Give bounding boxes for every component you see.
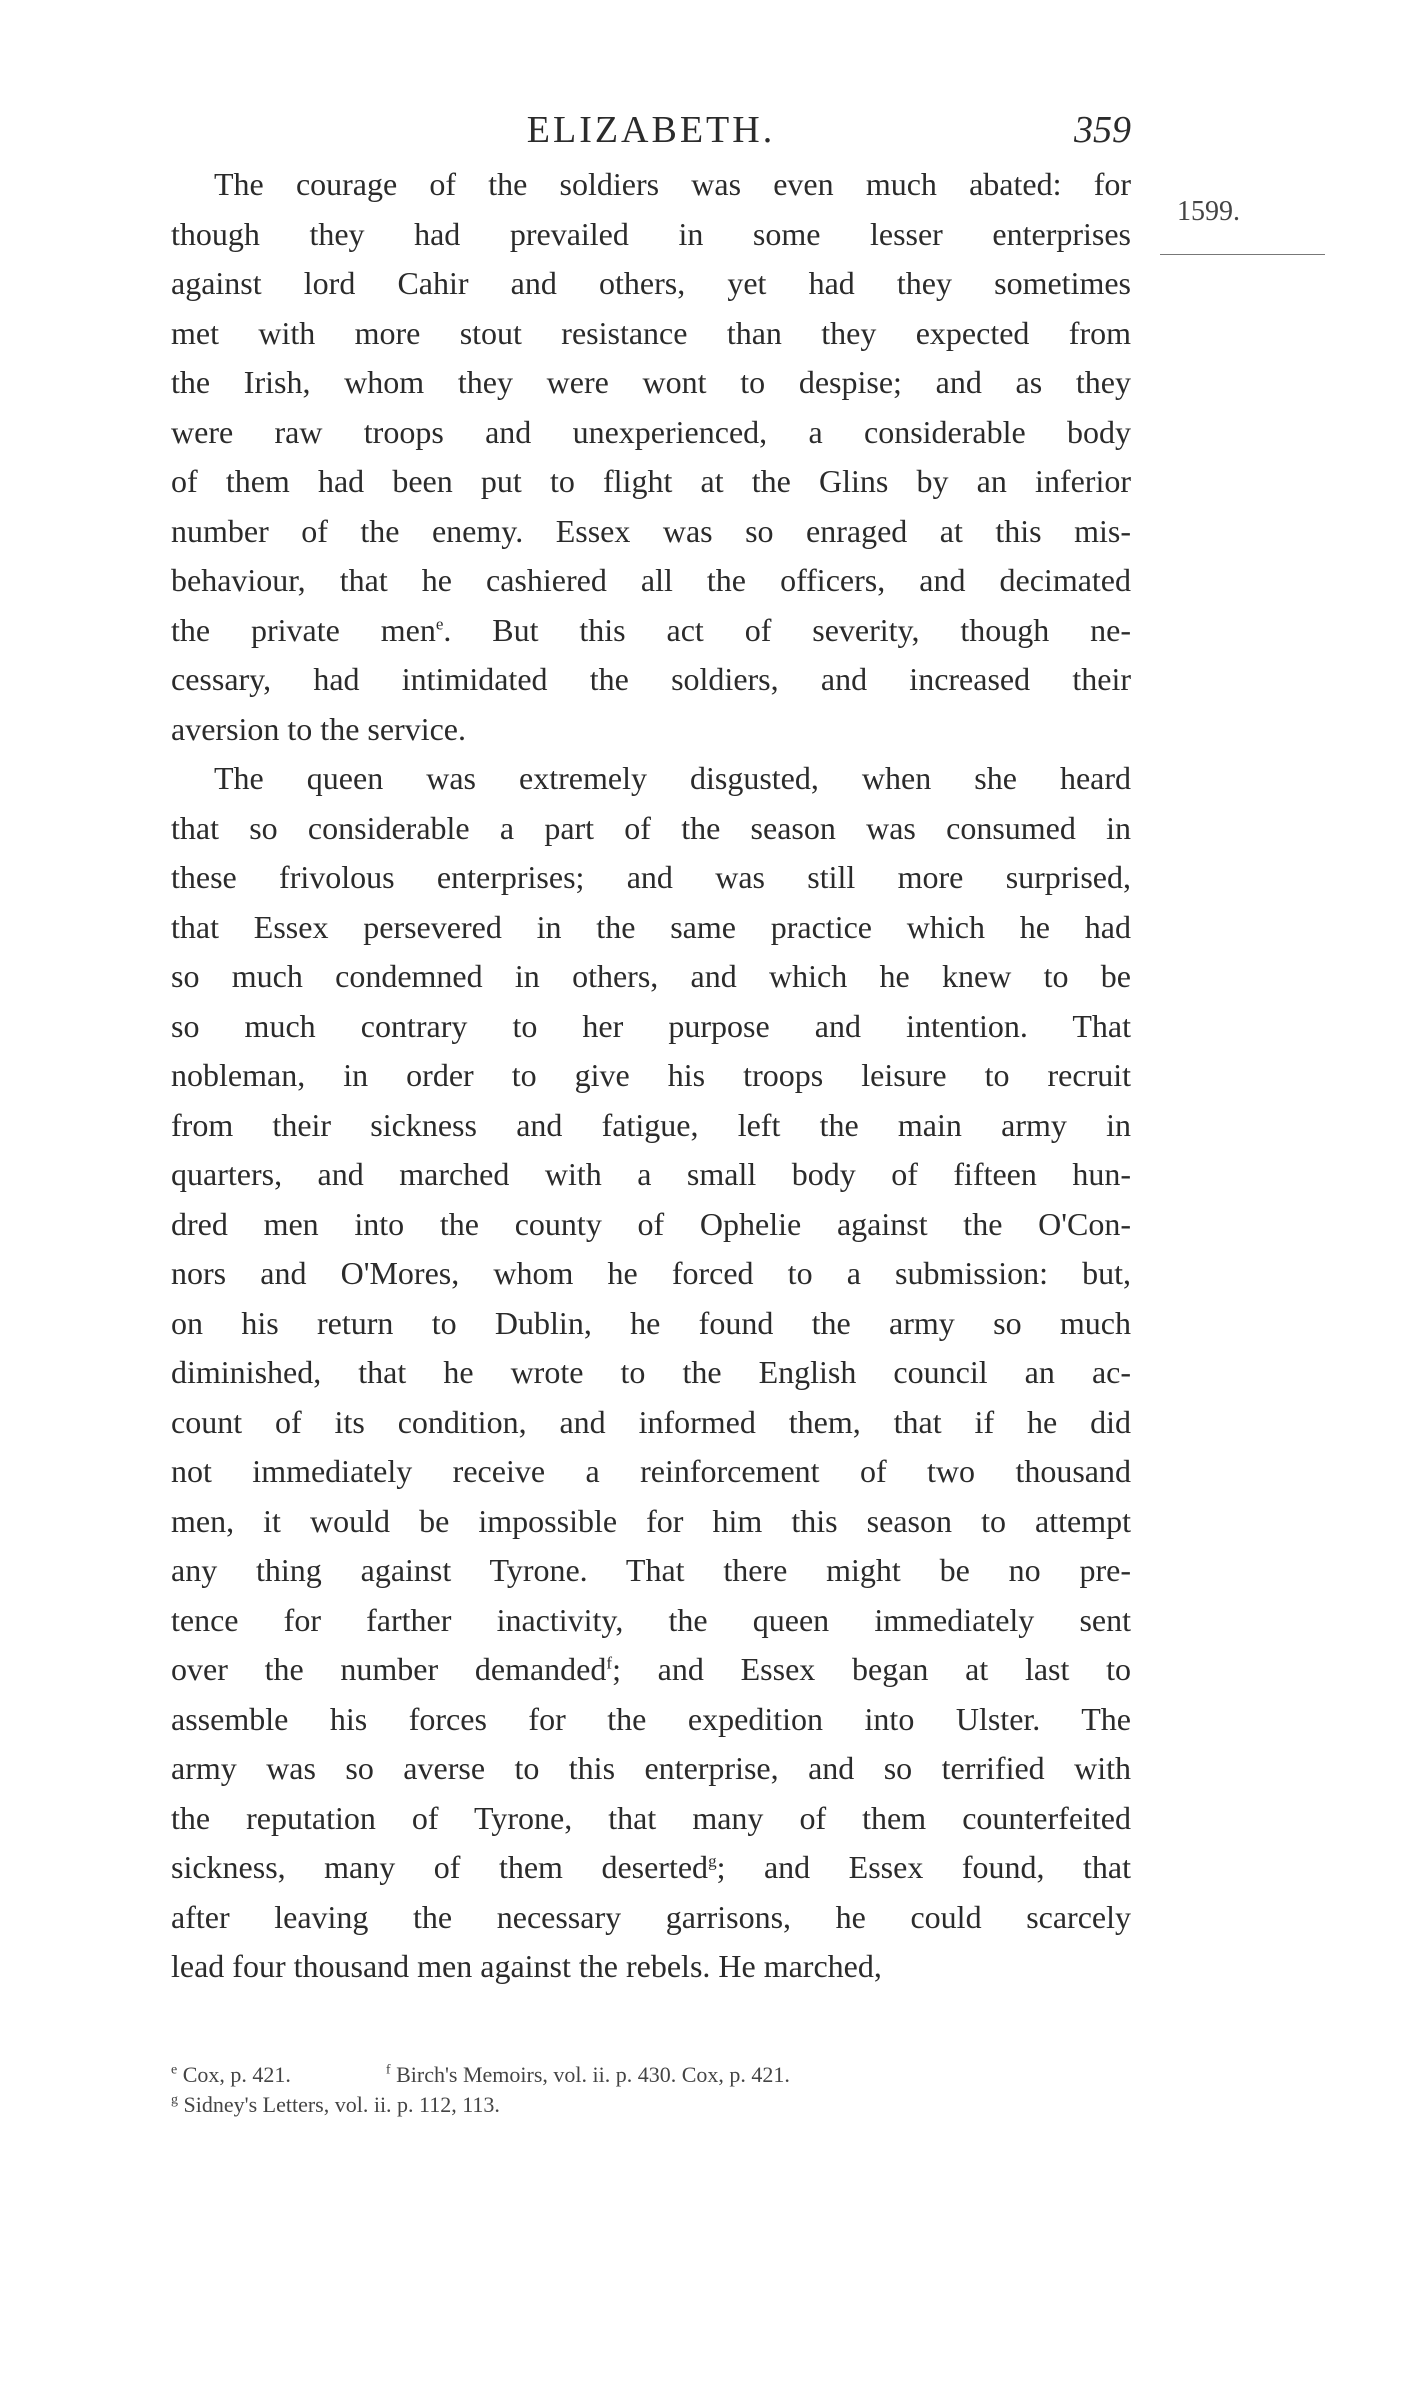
text-line bbox=[171, 853, 1131, 903]
line-segment: ; and Essex found, that bbox=[716, 1849, 1132, 1885]
text-line bbox=[171, 556, 1131, 606]
text-line bbox=[171, 1051, 1131, 1101]
line-segment: after leaving the necessary garrisons, he could scarcely bbox=[171, 1898, 1131, 1935]
text-line bbox=[171, 1150, 1131, 1200]
text-line bbox=[171, 903, 1131, 953]
text-line bbox=[171, 1893, 1131, 1943]
text-line bbox=[171, 1249, 1131, 1299]
line-segment: cessary, had intimidated the soldiers, and increased their bbox=[171, 661, 1131, 697]
running-header bbox=[171, 108, 1131, 168]
line-segment: The queen was extremely disgusted, when she heard bbox=[214, 760, 1131, 796]
text-line bbox=[171, 754, 1131, 804]
footnote-row bbox=[171, 2090, 1131, 2120]
text-line bbox=[171, 1942, 1131, 1992]
line-segment: any thing against Tyrone. That there might be no pre- bbox=[171, 1552, 1131, 1588]
line-segment: over the number demanded bbox=[171, 1651, 607, 1687]
line-segment: quarters, and marched with a small body of fifteen hun- bbox=[171, 1156, 1131, 1192]
text-line bbox=[171, 309, 1131, 359]
line-segment: sickness, many of them deserted bbox=[171, 1849, 709, 1885]
text-line bbox=[171, 210, 1131, 260]
line-segment: though they had prevailed in some lesser enterprises bbox=[171, 215, 1131, 252]
line-segment: of them had been put to flight at the Glins by an inferior bbox=[171, 463, 1131, 499]
line-segment: these frivolous enterprises; and was still more surprised, bbox=[171, 859, 1131, 895]
footnote-mark-e: e bbox=[171, 2062, 178, 2078]
text-line bbox=[171, 408, 1131, 458]
line-segment: aversion to the service. bbox=[171, 710, 466, 747]
text-line bbox=[171, 1002, 1131, 1052]
line-segment: against lord Cahir and others, yet had they sometimes bbox=[171, 265, 1131, 301]
text-line bbox=[171, 952, 1131, 1002]
text-line bbox=[171, 1398, 1131, 1448]
footnote-ref: f bbox=[606, 1653, 613, 1673]
footnote-mark-g: g bbox=[171, 2092, 178, 2108]
line-segment: diminished, that he wrote to the English council an ac- bbox=[171, 1354, 1131, 1390]
line-segment: . But this act of severity, though ne- bbox=[443, 611, 1132, 648]
line-segment: from their sickness and fatigue, left the main army in bbox=[171, 1106, 1131, 1143]
line-segment: were raw troops and unexperienced, a considerable body bbox=[171, 413, 1131, 450]
line-segment: that Essex persevered in the same practice which he had bbox=[171, 908, 1131, 945]
text-line bbox=[171, 1744, 1131, 1794]
line-segment: tence for farther inactivity, the queen immediately sent bbox=[171, 1601, 1131, 1638]
margin-rule bbox=[1160, 254, 1325, 255]
line-segment: that so considerable a part of the season was consumed in bbox=[171, 809, 1131, 846]
text-line bbox=[171, 655, 1131, 705]
line-segment: not immediately receive a reinforcement of two thousand bbox=[171, 1453, 1131, 1489]
text-line bbox=[171, 160, 1131, 210]
text-line bbox=[171, 457, 1131, 507]
text-line bbox=[171, 1794, 1131, 1844]
text-line bbox=[171, 1299, 1131, 1349]
footnote-ref: e bbox=[435, 613, 444, 633]
line-segment: on his return to Dublin, he found the army so much bbox=[171, 1304, 1131, 1341]
text-line bbox=[171, 1200, 1131, 1250]
line-segment: ; and Essex began at last to bbox=[612, 1651, 1132, 1687]
text-line bbox=[171, 259, 1131, 309]
text-line bbox=[171, 1497, 1131, 1547]
text-line bbox=[171, 1645, 1131, 1695]
footnote-f: Birch's Memoirs, vol. ii. p. 430. Cox, p. 421. bbox=[396, 2062, 790, 2087]
line-segment: so much condemned in others, and which he knew to be bbox=[171, 958, 1131, 994]
running-title: ELIZABETH. bbox=[526, 109, 776, 151]
line-segment: lead four thousand men against the rebels. He marched, bbox=[171, 1948, 882, 1984]
line-segment: nobleman, in order to give his troops leisure to recruit bbox=[171, 1057, 1131, 1093]
line-segment: the Irish, whom they were wont to despise; and as they bbox=[171, 364, 1131, 400]
line-segment: army was so averse to this enterprise, and so terrified with bbox=[171, 1750, 1131, 1786]
text-line bbox=[171, 606, 1131, 656]
line-segment: number of the enemy. Essex was so enraged at this mis- bbox=[171, 512, 1131, 549]
text-line bbox=[171, 804, 1131, 854]
line-segment: dred men into the county of Ophelie against the O'Con- bbox=[171, 1205, 1131, 1242]
text-line bbox=[171, 358, 1131, 408]
body-text bbox=[171, 160, 1131, 1992]
text-line bbox=[171, 1447, 1131, 1497]
text-line bbox=[171, 1101, 1131, 1151]
line-segment: met with more stout resistance than they expected from bbox=[171, 314, 1131, 351]
footnote-row bbox=[171, 2060, 1131, 2090]
text-line bbox=[171, 1695, 1131, 1745]
footnotes bbox=[171, 2060, 1131, 2120]
line-segment: The courage of the soldiers was even much abated: for bbox=[214, 166, 1131, 202]
line-segment: men, it would be impossible for him this season to attempt bbox=[171, 1502, 1131, 1539]
line-segment: so much contrary to her purpose and intention. That bbox=[171, 1007, 1131, 1044]
line-segment: assemble his forces for the expedition into Ulster. The bbox=[171, 1700, 1131, 1737]
footnote-g: Sidney's Letters, vol. ii. p. 112, 113. bbox=[183, 2092, 500, 2117]
margin-year: 1599. bbox=[1177, 196, 1240, 227]
page-number: 359 bbox=[1074, 109, 1131, 151]
text-line bbox=[171, 705, 1131, 755]
line-segment: nors and O'Mores, whom he forced to a submission: but, bbox=[171, 1255, 1131, 1291]
text-line bbox=[171, 1348, 1131, 1398]
text-line bbox=[171, 1596, 1131, 1646]
line-segment: the reputation of Tyrone, that many of them counterfeited bbox=[171, 1799, 1131, 1836]
footnote-mark-f: f bbox=[385, 2062, 391, 2078]
line-segment: behaviour, that he cashiered all the officers, and decimated bbox=[171, 562, 1131, 598]
footnote-e: Cox, p. 421. bbox=[182, 2062, 291, 2087]
text-line bbox=[171, 507, 1131, 557]
line-segment: the private men bbox=[171, 611, 436, 648]
text-line bbox=[171, 1546, 1131, 1596]
line-segment: count of its condition, and informed them, that if he did bbox=[171, 1403, 1131, 1440]
text-line bbox=[171, 1843, 1131, 1893]
footnote-ref: g bbox=[708, 1851, 717, 1871]
